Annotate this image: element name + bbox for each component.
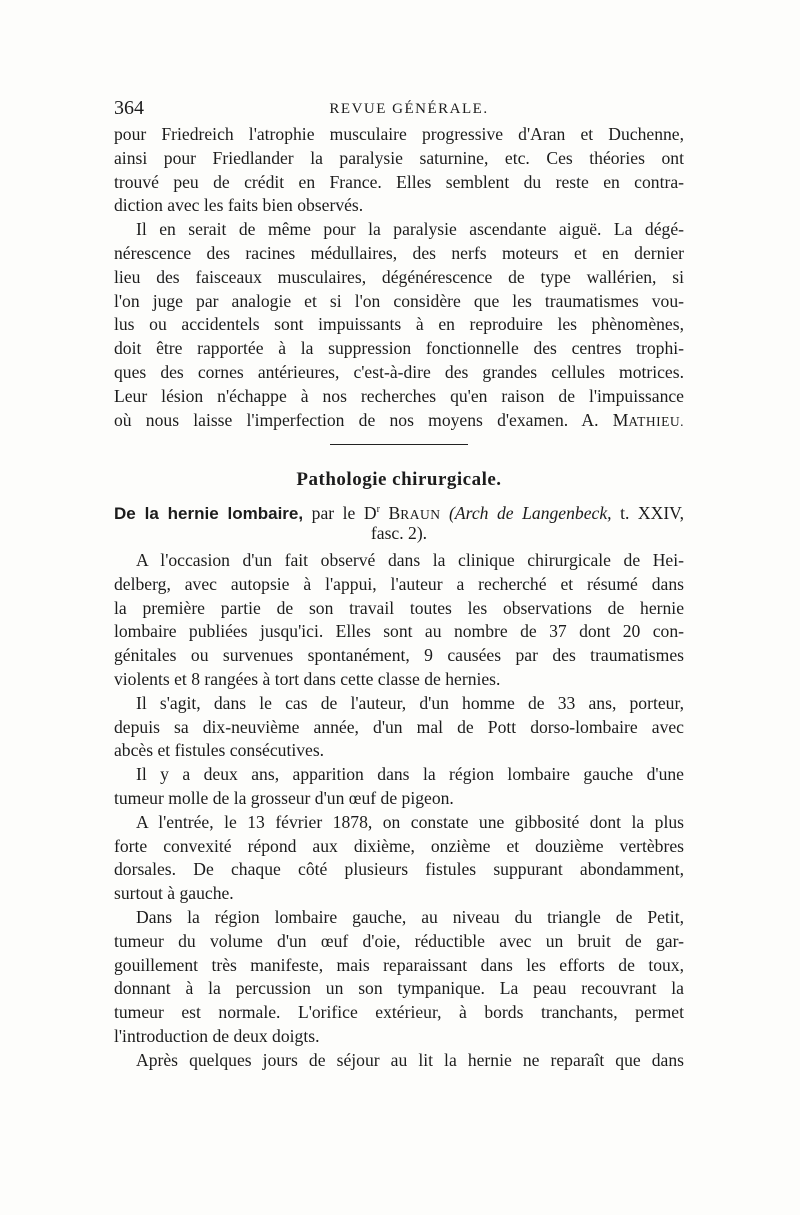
text-line: doit être rapportée à la suppression fonctionnelle des centres trophi-	[114, 338, 684, 359]
text-line: l'introduction de deux doigts.	[114, 1025, 320, 1046]
page	[114, 97, 684, 1072]
text-line: ques des cornes antérieures, c'est-à-dire des grandes cellules motrices.	[114, 361, 684, 382]
paragraph-5	[114, 763, 684, 811]
signature: A. MATHIEU.	[581, 409, 685, 430]
text-line: lus ou accidentels sont impuissants à en reproduire les phènomènes,	[114, 314, 684, 335]
text-line: Leur lésion n'échappe à nos recherches qu'en raison de l'impuissance	[114, 385, 684, 406]
text-line: Il y a deux ans, apparition dans la région lombaire gauche d'une	[136, 764, 684, 785]
text-line: l'on juge par analogie et si l'on considère que les traumatismes vou-	[114, 290, 684, 311]
text-line: depuis sa dix-neuvième année, d'un mal de Pott dorso-lombaire avec	[114, 716, 684, 737]
text-line: abcès et fistules consécutives.	[114, 740, 325, 761]
text-line: forte convexité répond aux dixième, onzième et douzième vertèbres	[114, 835, 684, 856]
text-line: diction avec les faits bien observés.	[114, 195, 364, 216]
text-line: delberg, avec autopsie à l'appui, l'auteur a recherché et résumé dans	[114, 573, 684, 594]
text-line: Il en serait de même pour la paralysie ascendante aiguë. La dégé-	[136, 219, 684, 240]
article-fasc: fasc. 2).	[370, 523, 428, 544]
text-line-signature	[114, 409, 684, 433]
article-title-line	[114, 498, 684, 522]
text-line: ainsi pour Friedlander la paralysie saturnine, etc. Ces théories ont	[114, 147, 684, 168]
text-line: génitales ou survenues spontanément, 9 causées par des traumatismes	[114, 645, 684, 666]
text-line: violents et 8 rangées à tort dans cette classe de hernies.	[114, 668, 501, 689]
article-tome: t. XXIV,	[620, 503, 685, 524]
text-line: nérescence des racines médullaires, des nerfs moteurs et en dernier	[114, 242, 684, 263]
page-header	[114, 97, 684, 123]
text-last-line: où nous laisse l'imperfection de nos moyens d'examen.	[114, 409, 569, 430]
paragraph-2	[114, 218, 684, 432]
paragraph-3	[114, 549, 684, 692]
text-line: tumeur du volume d'un œuf d'oie, réductible avec un bruit de gar-	[114, 930, 684, 951]
article-title: De la hernie lombaire,	[114, 504, 304, 524]
text-line: pour Friedreich l'atrophie musculaire progressive d'Aran et Duchenne,	[114, 124, 684, 144]
text-line: dorsales. De chaque côté plusieurs fistules suppurant abondamment,	[114, 859, 684, 880]
text-line: lombaire publiées jusqu'ici. Elles sont au nombre de 37 dont 20 con-	[114, 621, 684, 642]
article-heading	[114, 498, 684, 546]
text-line: A l'occasion d'un fait observé dans la clinique chirurgicale de Hei-	[136, 549, 684, 570]
section-divider	[330, 444, 468, 445]
paragraph-7	[114, 906, 684, 1049]
paragraph-1	[114, 123, 684, 218]
text-line: trouvé peu de crédit en France. Elles semblent du reste en contra-	[114, 171, 684, 192]
text-line: Il s'agit, dans le cas de l'auteur, d'un homme de 33 ans, porteur,	[136, 692, 684, 713]
text-line: gouillement très manifeste, mais reparaissant dans les efforts de toux,	[114, 954, 684, 975]
text-line: tumeur est normale. L'orifice extérieur, à bords tranchants, permet	[114, 1002, 684, 1023]
text-line: lieu des faisceaux musculaires, dégénérescence de type wallérien, si	[114, 266, 684, 287]
text-line: tumeur molle de la grosseur d'un œuf de pigeon.	[114, 787, 454, 808]
paragraph-8	[114, 1049, 684, 1073]
page-number: 364	[114, 97, 144, 119]
text-line: A l'entrée, le 13 février 1878, on constate une gibbosité dont la plus	[136, 811, 684, 832]
text-line: la première partie de son travail toutes les observations de hernie	[114, 597, 684, 618]
text-line: Dans la région lombaire gauche, au niveau du triangle de Petit,	[136, 906, 684, 927]
text-line: donnant à la percussion un son tympanique. La peau recouvrant la	[114, 978, 684, 999]
paragraph-6	[114, 811, 684, 906]
article-author: par le $D^r$ BRAUN	[311, 503, 441, 524]
paragraph-4	[114, 692, 684, 763]
article-source: (Arch de Langenbeck,	[449, 503, 612, 524]
text-line: surtout à gauche.	[114, 883, 234, 904]
text-line: Après quelques jours de séjour au lit la hernie ne reparaît que dans	[136, 1049, 684, 1070]
section-title: Pathologie chirurgicale.	[296, 469, 502, 491]
running-title: REVUE GÉNÉRALE.	[329, 101, 489, 117]
